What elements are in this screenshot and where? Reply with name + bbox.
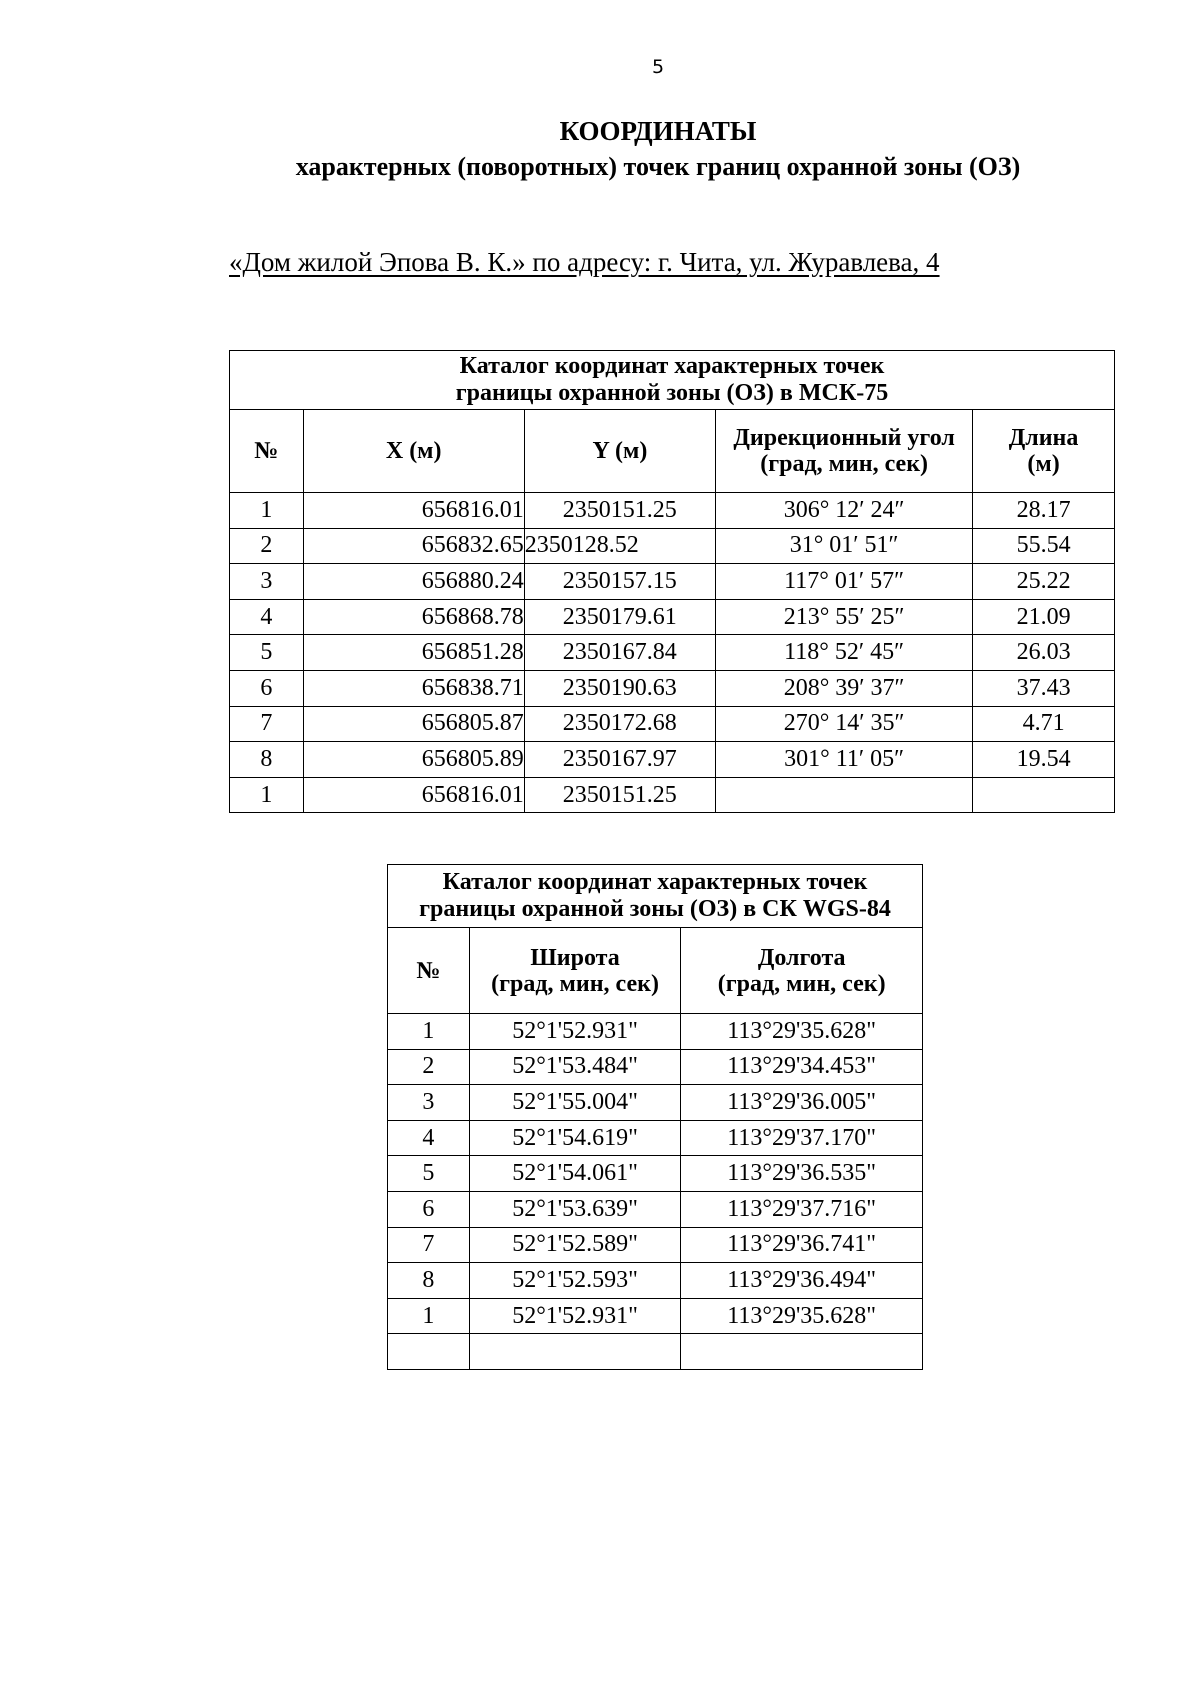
header-latitude-line: (град, мин, сек) — [491, 970, 659, 997]
cell-num: 2 — [230, 528, 304, 564]
table-row — [388, 1156, 923, 1192]
cell-angle: 117° 01′ 57″ — [716, 564, 973, 600]
cell-length: 4.71 — [973, 706, 1115, 742]
cell-num: 5 — [230, 635, 304, 671]
cell-longitude: 113°29'36.535" — [681, 1156, 923, 1192]
cell-num: 2 — [388, 1049, 470, 1085]
header-longitude — [681, 928, 923, 1014]
caption-line: границы охранной зоны (ОЗ) в СК WGS-84 — [419, 896, 891, 922]
table-row — [230, 564, 1115, 600]
cell-num: 1 — [388, 1014, 470, 1050]
cell-y: 2350151.25 — [524, 777, 715, 813]
document-subtitle: характерных (поворотных) точек границ охранной зоны (ОЗ) — [295, 152, 1021, 181]
table-row — [230, 599, 1115, 635]
cell-length — [973, 777, 1115, 813]
table-row — [388, 1120, 923, 1156]
header-angle — [716, 410, 973, 493]
table-caption — [388, 865, 923, 928]
cell-num: 6 — [230, 670, 304, 706]
cell-num: 7 — [230, 706, 304, 742]
header-length — [973, 410, 1115, 493]
cell-x: 656838.71 — [303, 670, 524, 706]
table-row — [230, 528, 1115, 564]
cell-num: 8 — [388, 1263, 470, 1299]
cell-latitude — [469, 1334, 681, 1370]
table-caption — [230, 351, 1115, 410]
cell-y: 2350157.15 — [524, 564, 715, 600]
header-num: № — [230, 410, 304, 493]
cell-longitude: 113°29'36.741" — [681, 1227, 923, 1263]
cell-num: 4 — [388, 1120, 470, 1156]
cell-x: 656805.89 — [303, 742, 524, 778]
cell-length: 55.54 — [973, 528, 1115, 564]
cell-num: 1 — [230, 777, 304, 813]
cell-longitude: 113°29'34.453" — [681, 1049, 923, 1085]
page-number: 5 — [651, 56, 665, 78]
cell-latitude: 52°1'52.931" — [469, 1298, 681, 1334]
header-length-line: (м) — [1027, 451, 1060, 477]
cell-length: 37.43 — [973, 670, 1115, 706]
cell-length: 21.09 — [973, 599, 1115, 635]
table-row — [388, 1191, 923, 1227]
table-row — [230, 670, 1115, 706]
cell-longitude: 113°29'37.716" — [681, 1191, 923, 1227]
header-longitude-line: Долгота — [757, 944, 846, 971]
object-address: «Дом жилой Эпова В. К.» по адресу: г. Чита, ул. Журавлева, 4 — [229, 247, 940, 277]
table-row — [230, 742, 1115, 778]
cell-y: 2350151.25 — [524, 493, 715, 529]
table-row — [230, 635, 1115, 671]
cell-num: 5 — [388, 1156, 470, 1192]
cell-length: 28.17 — [973, 493, 1115, 529]
cell-longitude: 113°29'35.628" — [681, 1298, 923, 1334]
cell-x: 656816.01 — [303, 777, 524, 813]
table-row — [230, 706, 1115, 742]
cell-longitude: 113°29'36.005" — [681, 1085, 923, 1121]
cell-longitude: 113°29'37.170" — [681, 1120, 923, 1156]
cell-angle: 213° 55′ 25″ — [716, 599, 973, 635]
cell-num: 7 — [388, 1227, 470, 1263]
cell-num: 1 — [230, 493, 304, 529]
cell-num: 3 — [388, 1085, 470, 1121]
caption-line: Каталог координат характерных точек — [442, 869, 868, 895]
cell-angle — [716, 777, 973, 813]
header-x: X (м) — [303, 410, 524, 493]
caption-line: границы охранной зоны (ОЗ) в МСК-75 — [455, 380, 889, 406]
table-row — [388, 1014, 923, 1050]
cell-length: 19.54 — [973, 742, 1115, 778]
table-header-row — [388, 928, 923, 1014]
cell-y: 2350190.63 — [524, 670, 715, 706]
cell-y: 2350128.52 — [524, 528, 715, 564]
cell-angle: 208° 39′ 37″ — [716, 670, 973, 706]
header-longitude-line: (град, мин, сек) — [717, 970, 886, 997]
header-angle-line: (град, мин, сек) — [760, 451, 929, 477]
cell-latitude: 52°1'54.061" — [469, 1156, 681, 1192]
cell-num: 3 — [230, 564, 304, 600]
cell-angle: 306° 12′ 24″ — [716, 493, 973, 529]
cell-length: 26.03 — [973, 635, 1115, 671]
table-row — [388, 1263, 923, 1299]
cell-latitude: 52°1'54.619" — [469, 1120, 681, 1156]
cell-latitude: 52°1'52.931" — [469, 1014, 681, 1050]
table-caption-row — [230, 351, 1115, 410]
cell-num: 8 — [230, 742, 304, 778]
header-latitude — [469, 928, 681, 1014]
cell-x: 656868.78 — [303, 599, 524, 635]
caption-line: Каталог координат характерных точек — [459, 353, 885, 379]
cell-y: 2350172.68 — [524, 706, 715, 742]
msk75-coordinates-table — [229, 350, 1115, 813]
table-row — [230, 493, 1115, 529]
cell-length: 25.22 — [973, 564, 1115, 600]
table-row — [388, 1334, 923, 1370]
cell-latitude: 52°1'53.484" — [469, 1049, 681, 1085]
cell-x: 656880.24 — [303, 564, 524, 600]
table-row — [388, 1085, 923, 1121]
cell-latitude: 52°1'53.639" — [469, 1191, 681, 1227]
cell-latitude: 52°1'52.589" — [469, 1227, 681, 1263]
cell-angle: 270° 14′ 35″ — [716, 706, 973, 742]
cell-latitude: 52°1'52.593" — [469, 1263, 681, 1299]
cell-angle: 31° 01′ 51″ — [716, 528, 973, 564]
cell-num — [388, 1334, 470, 1370]
header-num: № — [388, 928, 470, 1014]
document-title: КООРДИНАТЫ — [559, 116, 757, 146]
cell-num: 6 — [388, 1191, 470, 1227]
cell-longitude: 113°29'36.494" — [681, 1263, 923, 1299]
cell-longitude: 113°29'35.628" — [681, 1014, 923, 1050]
cell-x: 656816.01 — [303, 493, 524, 529]
cell-x: 656805.87 — [303, 706, 524, 742]
cell-angle: 118° 52′ 45″ — [716, 635, 973, 671]
cell-y: 2350179.61 — [524, 599, 715, 635]
cell-num: 4 — [230, 599, 304, 635]
header-y: Y (м) — [524, 410, 715, 493]
header-angle-line: Дирекционный угол — [733, 425, 955, 451]
cell-angle: 301° 11′ 05″ — [716, 742, 973, 778]
table-row — [388, 1227, 923, 1263]
cell-x: 656851.28 — [303, 635, 524, 671]
table-header-row — [230, 410, 1115, 493]
table-row — [230, 777, 1115, 813]
cell-y: 2350167.84 — [524, 635, 715, 671]
wgs84-coordinates-table — [387, 864, 923, 1370]
cell-longitude — [681, 1334, 923, 1370]
cell-x: 656832.65 — [303, 528, 524, 564]
table-row — [388, 1298, 923, 1334]
table-caption-row — [388, 865, 923, 928]
header-length-line: Длина — [1008, 425, 1079, 451]
header-latitude-line: Широта — [530, 944, 620, 971]
cell-num: 1 — [388, 1298, 470, 1334]
table-row — [388, 1049, 923, 1085]
cell-latitude: 52°1'55.004" — [469, 1085, 681, 1121]
cell-y: 2350167.97 — [524, 742, 715, 778]
